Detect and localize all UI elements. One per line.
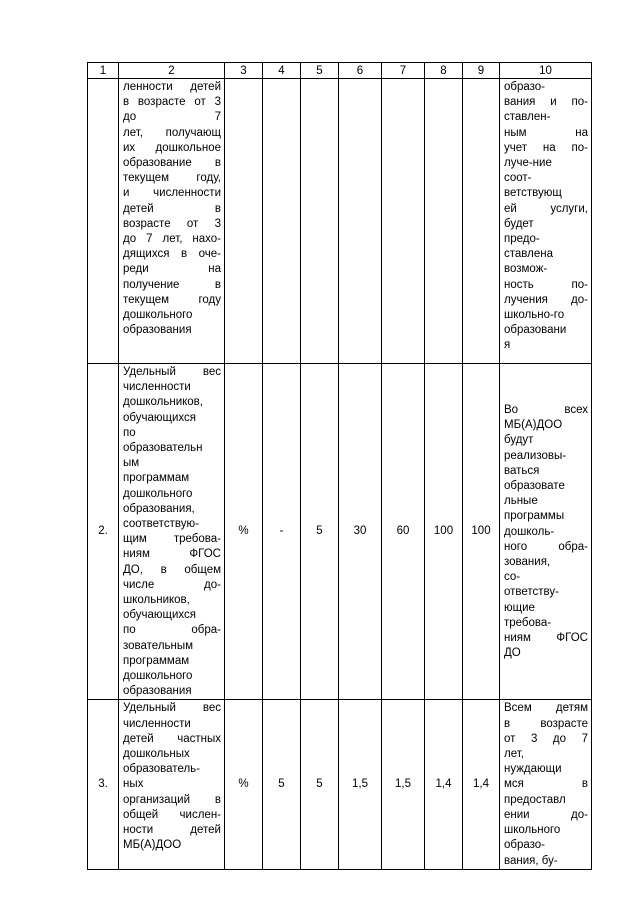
text-line: возрасте от 3 bbox=[123, 217, 221, 230]
text-line: я bbox=[504, 339, 511, 352]
unit-cell bbox=[225, 79, 263, 364]
text-line: ветствующ bbox=[504, 187, 562, 200]
text-line: программам bbox=[123, 654, 190, 667]
table-row bbox=[88, 79, 592, 364]
value-cell: 30 bbox=[339, 364, 382, 700]
text-line: ниям ФГОС bbox=[504, 632, 588, 645]
text-line: предо- bbox=[504, 233, 540, 246]
text-line: ей услуги, bbox=[504, 202, 588, 215]
text-line: льные bbox=[504, 495, 538, 508]
text-line: Удельный вес bbox=[123, 366, 221, 378]
column-header: 10 bbox=[500, 63, 592, 79]
text-line: ного обра- bbox=[504, 540, 588, 553]
value-cell: 100 bbox=[463, 364, 500, 700]
value-cell: 60 bbox=[382, 364, 425, 700]
text-line: ении до- bbox=[504, 808, 588, 821]
text-line: образования, bbox=[123, 502, 195, 515]
text-line: требова- bbox=[504, 616, 552, 629]
text-line: ваться bbox=[504, 464, 540, 477]
value-cell bbox=[301, 79, 339, 364]
text-line: школьно-го bbox=[504, 309, 565, 322]
text-line: программам bbox=[123, 472, 190, 485]
text-line: реализовы- bbox=[504, 449, 567, 462]
text-line: ности детей bbox=[123, 824, 221, 837]
note-cell bbox=[500, 79, 592, 364]
value-cell: 5 bbox=[263, 700, 301, 869]
text-line: ставлена bbox=[504, 248, 553, 261]
text-line: образо- bbox=[504, 839, 546, 852]
text-line: школьников, bbox=[123, 594, 190, 607]
text-line: ных bbox=[123, 778, 144, 791]
text-line: со- bbox=[504, 571, 521, 584]
text-line: ным на bbox=[504, 126, 588, 139]
table-row bbox=[88, 364, 592, 700]
text-line: луче-ние bbox=[504, 157, 552, 170]
value-cell bbox=[382, 79, 425, 364]
text-line: образовани bbox=[504, 324, 567, 337]
text-line: получение в bbox=[123, 278, 221, 291]
text-line: МБ(А)ДОО bbox=[123, 839, 182, 852]
note-cell bbox=[500, 700, 592, 869]
text-line: будут bbox=[504, 434, 534, 447]
indicator-cell bbox=[119, 700, 225, 869]
text-line: лет, bbox=[504, 748, 524, 761]
text-line: зования, bbox=[504, 556, 551, 569]
text-line: мся в bbox=[504, 778, 588, 791]
text-line: числе до- bbox=[123, 578, 221, 591]
column-header: 5 bbox=[301, 63, 339, 79]
text-line: детей частных bbox=[123, 732, 221, 745]
text-line: общей числен- bbox=[123, 808, 221, 821]
text-line: возмож- bbox=[504, 263, 548, 276]
text-line: обучающихся bbox=[123, 411, 196, 424]
value-cell bbox=[339, 79, 382, 364]
column-header: 2 bbox=[119, 63, 225, 79]
column-header: 9 bbox=[463, 63, 500, 79]
text-line: в возрасте bbox=[504, 717, 588, 730]
unit-cell: % bbox=[225, 700, 263, 869]
value-cell: 100 bbox=[425, 364, 463, 700]
column-header: 4 bbox=[263, 63, 301, 79]
text-line: дошкольного bbox=[123, 487, 193, 500]
text-line: в возрасте от 3 bbox=[123, 96, 221, 109]
value-cell bbox=[263, 79, 301, 364]
text-line: школьного bbox=[504, 824, 561, 837]
row-number bbox=[88, 79, 119, 364]
text-line: дошколь- bbox=[504, 525, 555, 538]
text-line: дошкольников, bbox=[123, 396, 203, 409]
text-line: Во всех bbox=[504, 404, 588, 416]
column-header: 8 bbox=[425, 63, 463, 79]
text-line: образовательн bbox=[123, 442, 203, 455]
text-line: ДО bbox=[504, 647, 521, 660]
text-line: соответствую- bbox=[123, 518, 199, 531]
text-line: по обра- bbox=[123, 624, 221, 637]
text-line: и численности bbox=[123, 187, 221, 200]
text-line: текущем году, bbox=[123, 172, 221, 185]
text-line: вания, бу- bbox=[504, 854, 558, 867]
text-line: от 3 до 7 bbox=[504, 732, 588, 745]
text-line: программы bbox=[504, 510, 565, 523]
text-line: МБ(А)ДОО bbox=[504, 419, 563, 432]
table-row bbox=[88, 700, 592, 869]
text-line: вания и по- bbox=[504, 96, 588, 109]
value-cell: - bbox=[263, 364, 301, 700]
text-line: образования bbox=[123, 685, 192, 698]
text-line: образование в bbox=[123, 157, 221, 170]
text-line: детей в bbox=[123, 202, 221, 215]
text-line: нуждающи bbox=[504, 763, 562, 776]
text-line: ответству- bbox=[504, 586, 559, 599]
text-line: до 7 лет, нахо- bbox=[123, 233, 221, 246]
note-cell bbox=[500, 364, 592, 700]
column-header: 7 bbox=[382, 63, 425, 79]
text-line: Всем детям bbox=[504, 702, 588, 715]
value-cell: 1,5 bbox=[339, 700, 382, 869]
text-line: лет, получающ bbox=[123, 126, 221, 139]
column-header: 3 bbox=[225, 63, 263, 79]
column-header: 6 bbox=[339, 63, 382, 79]
indicator-cell bbox=[119, 364, 225, 700]
text-line: обучающихся bbox=[123, 609, 196, 622]
text-line: ленности детей bbox=[123, 81, 221, 93]
text-line: дошкольных bbox=[123, 748, 190, 761]
text-line: щим требова- bbox=[123, 533, 221, 546]
text-line: образо- bbox=[504, 81, 546, 93]
text-line: лучения до- bbox=[504, 293, 588, 306]
text-line: будет bbox=[504, 217, 534, 230]
text-line: ым bbox=[123, 457, 140, 470]
value-cell bbox=[463, 79, 500, 364]
text-line: дошкольного bbox=[123, 309, 193, 322]
header-row bbox=[88, 63, 592, 79]
unit-cell: % bbox=[225, 364, 263, 700]
text-line: до 7 bbox=[123, 111, 221, 124]
text-line: предоставл bbox=[504, 793, 566, 806]
row-number: 3. bbox=[88, 700, 119, 869]
text-line: образовате bbox=[504, 480, 565, 493]
text-line: зовательным bbox=[123, 639, 194, 652]
text-line: соот- bbox=[504, 172, 532, 185]
text-line: численности bbox=[123, 381, 191, 394]
value-cell: 1,4 bbox=[463, 700, 500, 869]
text-line: ющие bbox=[504, 601, 535, 614]
text-line: текущем году bbox=[123, 293, 221, 306]
text-line: организаций в bbox=[123, 793, 221, 806]
text-line: по bbox=[123, 426, 136, 439]
row-number: 2. bbox=[88, 364, 119, 700]
text-line: ставлен- bbox=[504, 111, 551, 124]
value-cell: 1,5 bbox=[382, 700, 425, 869]
text-line: дошкольного bbox=[123, 670, 193, 683]
value-cell: 5 bbox=[301, 700, 339, 869]
text-line: их дошкольное bbox=[123, 141, 221, 154]
text-line: ДО, в общем bbox=[123, 563, 221, 576]
text-line: образователь- bbox=[123, 763, 200, 776]
value-cell: 1,4 bbox=[425, 700, 463, 869]
text-line: численности bbox=[123, 717, 191, 730]
text-line: Удельный вес bbox=[123, 702, 221, 715]
data-table bbox=[87, 62, 592, 870]
value-cell bbox=[425, 79, 463, 364]
column-header: 1 bbox=[88, 63, 119, 79]
indicator-cell bbox=[119, 79, 225, 364]
text-line: дящихся в оче- bbox=[123, 248, 221, 261]
text-line: учет на по- bbox=[504, 141, 588, 154]
text-line: ниям ФГОС bbox=[123, 548, 221, 561]
text-line: ность по- bbox=[504, 278, 588, 291]
value-cell: 5 bbox=[301, 364, 339, 700]
text-line: образования bbox=[123, 324, 192, 337]
text-line: реди на bbox=[123, 263, 221, 276]
